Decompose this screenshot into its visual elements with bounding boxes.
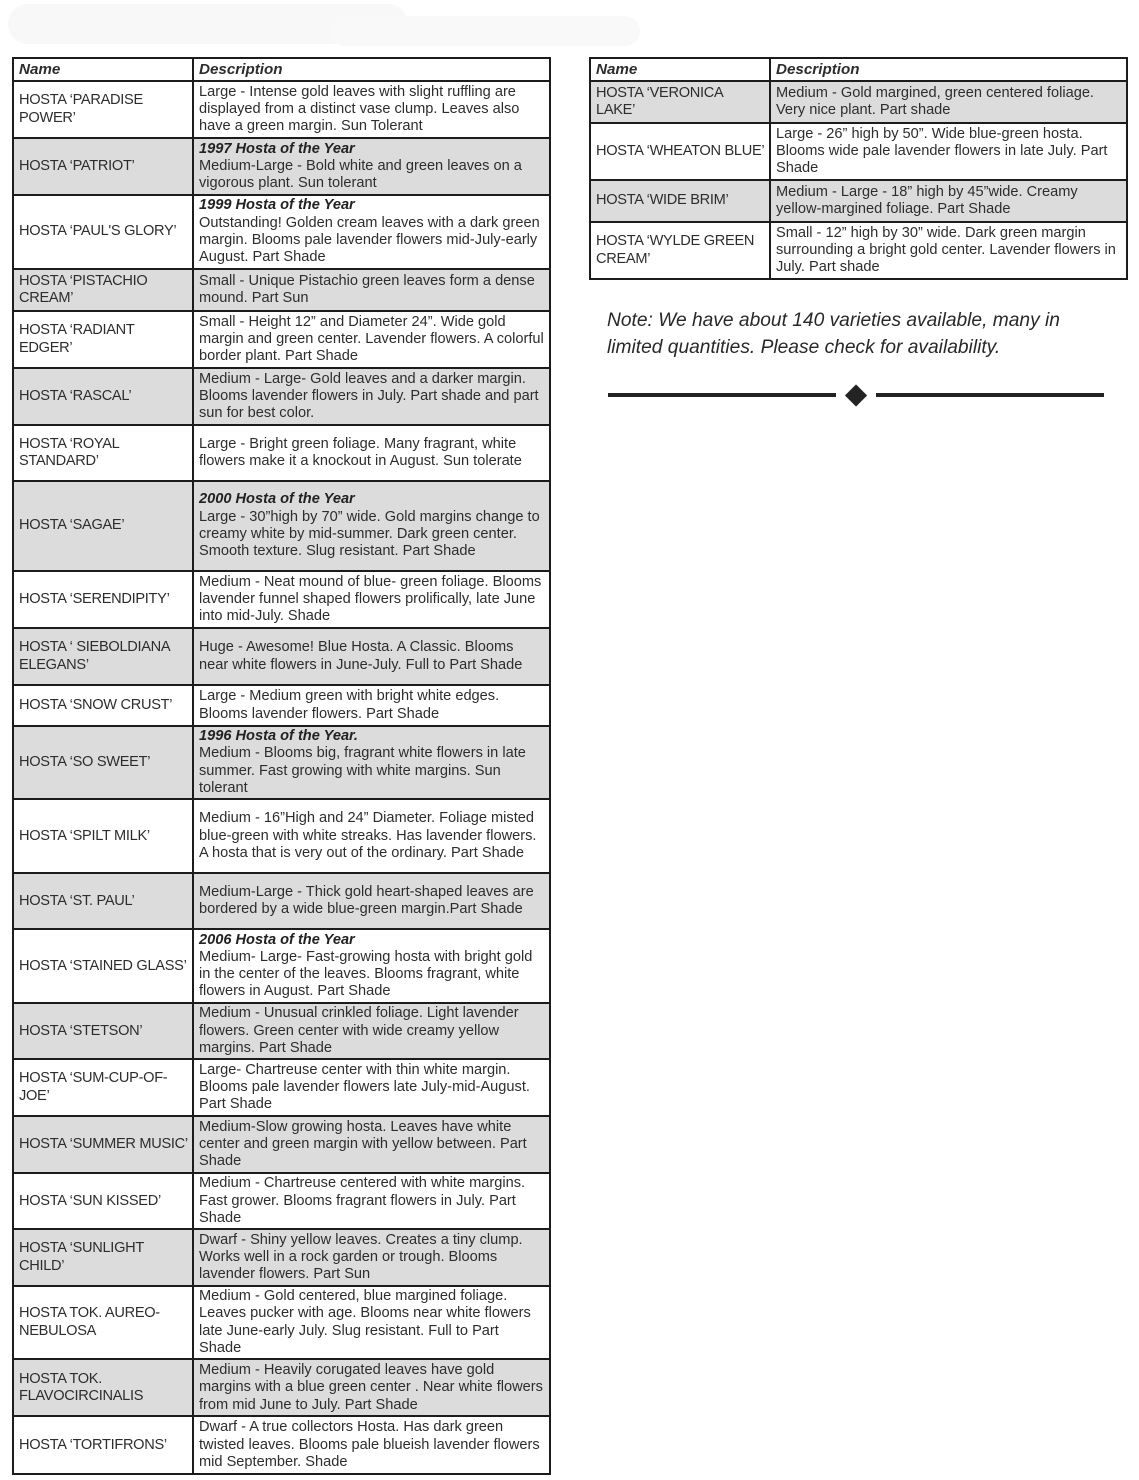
hosta-description (193, 81, 550, 138)
hosta-description (770, 123, 1127, 180)
table-row (13, 138, 550, 195)
hosta-name: HOSTA ‘SUN KISSED’ (13, 1173, 193, 1229)
description-text: Small - Unique Pistachio green leaves form a dense mound. Part Sun (199, 272, 535, 306)
table-row (13, 1229, 550, 1286)
divider-line-left (608, 393, 836, 397)
hosta-description (193, 425, 550, 481)
hosta-description (193, 929, 550, 1003)
hosta-of-the-year-line: 2006 Hosta of the Year (199, 931, 355, 948)
table-row (13, 726, 550, 799)
availability-note: Note: We have about 140 varieties available, many in limited quantities. Please check for availability. (607, 310, 1060, 358)
hosta-description (193, 873, 550, 929)
hosta-of-the-year-line: 2000 Hosta of the Year (199, 491, 355, 508)
table-row (590, 222, 1127, 279)
description-text: Medium-Large - Thick gold heart-shaped leaves are bordered by a wide blue-green margin.Part Shade (199, 883, 534, 918)
description-text: Outstanding! Golden cream leaves with a dark green margin. Blooms pale lavender flowers mid-July-early August. Part Shade (199, 214, 540, 266)
hosta-name: HOSTA ‘STETSON’ (13, 1003, 193, 1059)
table-row (13, 873, 550, 929)
description-text: Medium- Large- Fast-growing hosta with bright gold in the center of the leaves. Blooms fragrant, white flowers in August. Part Shade (199, 948, 533, 1000)
hosta-description (193, 195, 550, 269)
hosta-of-the-year-line: 1999 Hosta of the Year (199, 197, 355, 214)
hosta-description (193, 628, 550, 685)
table-row (13, 481, 550, 571)
hosta-description (193, 685, 550, 726)
hosta-name: HOSTA ‘RADIANT EDGER’ (13, 311, 193, 368)
hosta-description (770, 81, 1127, 123)
hosta-name: HOSTA ‘SPILT MILK’ (13, 799, 193, 873)
hosta-name: HOSTA ‘PISTACHIO CREAM’ (13, 269, 193, 311)
table-row (13, 628, 550, 685)
description-text: Large - 30”high by 70” wide. Gold margins change to creamy white by mid-summer. Dark green center. Smooth texture. Slug resistant. Part Shade (199, 508, 540, 560)
column-header-description: Description (770, 58, 1127, 81)
table-row (13, 368, 550, 425)
description-text: Medium - Neat mound of blue- green foliage. Blooms lavender funnel shaped flowers prolifically, late June into mid-July. Shade (199, 573, 542, 625)
hosta-name: HOSTA ‘VERONICA LAKE’ (590, 81, 770, 123)
hosta-description (193, 481, 550, 571)
column-header-name: Name (13, 58, 193, 81)
hosta-name: HOSTA ‘SNOW CRUST’ (13, 685, 193, 726)
column-header-description: Description (193, 58, 550, 81)
hosta-description (193, 1173, 550, 1229)
hosta-name: HOSTA ‘WYLDE GREEN CREAM’ (590, 222, 770, 279)
description-text: Large - Intense gold leaves with slight ruffling are displayed from a distinct vase clump. Leaves also have a green margin. Sun Tolerant (199, 83, 520, 135)
hosta-name: HOSTA ‘WHEATON BLUE’ (590, 123, 770, 180)
column-header-name: Name (590, 58, 770, 81)
description-text: Medium - Gold centered, blue margined foliage. Leaves pucker with age. Blooms near white flowers late June-early July. Slug resistant. Full to Part Shade (199, 1288, 531, 1357)
table-row (13, 1359, 550, 1416)
description-text: Large - 26” high by 50”. Wide blue-green hosta. Blooms wide pale lavender flowers in late July. Part Shade (776, 125, 1108, 177)
table-row (590, 123, 1127, 180)
hosta-description (193, 571, 550, 628)
description-text: Medium - 16”High and 24” Diameter. Foliage misted blue-green with white streaks. Has lavender flowers. A hosta that is very out of the ordinary. Part Shade (199, 810, 537, 861)
section-divider (608, 380, 1104, 409)
table-row (13, 1416, 550, 1474)
table-row (13, 799, 550, 873)
table-row (13, 1286, 550, 1359)
hosta-description (193, 1229, 550, 1286)
description-text: Small - Height 12” and Diameter 24”. Wide gold margin and green center. Lavender flowers. A colorful border plant. Part Shade (199, 313, 544, 365)
hosta-description (193, 1359, 550, 1416)
table-row (13, 929, 550, 1003)
hosta-name: HOSTA TOK. FLAVOCIRCINALIS (13, 1359, 193, 1416)
hosta-description (193, 1116, 550, 1173)
hosta-name: HOSTA ‘PAUL'S GLORY’ (13, 195, 193, 269)
hosta-description (193, 1416, 550, 1474)
description-text: Medium - Gold margined, green centered foliage. Very nice plant. Part shade (776, 84, 1094, 118)
hosta-description (770, 222, 1127, 279)
description-text: Medium - Heavily corugated leaves have gold margins with a blue green center . Near white flowers from mid June to July. Part Shade (199, 1361, 543, 1413)
description-text: Dwarf - A true collectors Hosta. Has dark green twisted leaves. Blooms pale blueish lavender flowers mid September. Shade (199, 1419, 540, 1471)
table-row (13, 269, 550, 311)
table-row (13, 425, 550, 481)
table-row (13, 1173, 550, 1229)
hosta-table-right (589, 57, 1128, 280)
table-row (590, 180, 1127, 222)
hosta-name: HOSTA ‘ SIEBOLDIANA ELEGANS’ (13, 628, 193, 685)
right-column (589, 57, 1128, 409)
table-row (13, 1003, 550, 1059)
hosta-description (193, 138, 550, 195)
hosta-description (193, 1286, 550, 1359)
description-text: Medium - Large - 18” high by 45”wide. Creamy yellow-margined foliage. Part Shade (776, 183, 1078, 217)
table-row (13, 685, 550, 726)
scan-smudge (330, 16, 640, 46)
hosta-name: HOSTA ‘PARADISE POWER’ (13, 81, 193, 138)
description-text: Medium - Chartreuse centered with white margins. Fast grower. Blooms fragrant flowers in July. Part Shade (199, 1175, 526, 1226)
hosta-name: HOSTA ‘TORTIFRONS’ (13, 1416, 193, 1474)
hosta-name: HOSTA ‘SAGAE’ (13, 481, 193, 571)
hosta-name: HOSTA ‘ROYAL STANDARD’ (13, 425, 193, 481)
hosta-name: HOSTA ‘SUNLIGHT CHILD’ (13, 1229, 193, 1286)
table-row (590, 81, 1127, 123)
description-text: Large- Chartreuse center with thin white margin. Blooms pale lavender flowers late July-mid-August. Part Shade (199, 1061, 530, 1113)
table-row (13, 1059, 550, 1116)
description-text: Medium-Large - Bold white and green leaves on a vigorous plant. Sun tolerant (199, 157, 522, 192)
diamond-icon: ◆ (844, 378, 868, 410)
hosta-name: HOSTA ‘SO SWEET’ (13, 726, 193, 799)
hosta-name: HOSTA ‘WIDE BRIM’ (590, 180, 770, 222)
description-text: Medium - Unusual crinkled foliage. Light lavender flowers. Green center with wide creamy yellow margins. Part Shade (199, 1005, 519, 1056)
table-row (13, 311, 550, 368)
table-row (13, 571, 550, 628)
table-row (13, 195, 550, 269)
table-row (13, 1116, 550, 1173)
description-text: Dwarf - Shiny yellow leaves. Creates a tiny clump. Works well in a rock garden or trough. Blooms lavender flowers. Part Sun (199, 1231, 523, 1283)
hosta-description (193, 311, 550, 368)
description-text: Large - Medium green with bright white edges. Blooms lavender flowers. Part Shade (199, 688, 500, 722)
hosta-name: HOSTA ‘ST. PAUL’ (13, 873, 193, 929)
hosta-of-the-year-line: 1997 Hosta of the Year (199, 140, 355, 157)
hosta-of-the-year-line: 1996 Hosta of the Year. (199, 728, 358, 744)
hosta-name: HOSTA ‘SUMMER MUSIC’ (13, 1116, 193, 1173)
hosta-name: HOSTA ‘SUM-CUP-OF-JOE’ (13, 1059, 193, 1116)
description-text: Medium - Large- Gold leaves and a darker margin. Blooms lavender flowers in July. Part shade and part sun for best color. (199, 370, 539, 422)
description-text: Medium - Blooms big, fragrant white flowers in late summer. Fast growing with white margins. Sun tolerant (199, 745, 526, 796)
hosta-description (193, 1003, 550, 1059)
hosta-description (193, 368, 550, 425)
hosta-description (193, 269, 550, 311)
hosta-description (770, 180, 1127, 222)
hosta-table-left (12, 57, 551, 1475)
header-row (13, 58, 550, 81)
hosta-name: HOSTA ‘SERENDIPITY’ (13, 571, 193, 628)
hosta-name: HOSTA ‘PATRIOT’ (13, 138, 193, 195)
hosta-name: HOSTA TOK. AUREO-NEBULOSA (13, 1286, 193, 1359)
table-row (13, 81, 550, 138)
hosta-description (193, 1059, 550, 1116)
hosta-name: HOSTA ‘RASCAL’ (13, 368, 193, 425)
hosta-description (193, 799, 550, 873)
hosta-description (193, 726, 550, 799)
description-text: Medium-Slow growing hosta. Leaves have white center and green margin with yellow between. Part Shade (199, 1118, 527, 1170)
header-row (590, 58, 1127, 81)
description-text: Small - 12” high by 30” wide. Dark green margin surrounding a bright gold center. Lavender flowers in July. Part shade (776, 224, 1116, 276)
hosta-name: HOSTA ‘STAINED GLASS’ (13, 929, 193, 1003)
description-text: Large - Bright green foliage. Many fragrant, white flowers make it a knockout in August. Sun tolerate (199, 435, 522, 469)
divider-line-right (876, 393, 1104, 397)
description-text: Huge - Awesome! Blue Hosta. A Classic. Blooms near white flowers in June-July. Full to Part Shade (199, 639, 523, 673)
